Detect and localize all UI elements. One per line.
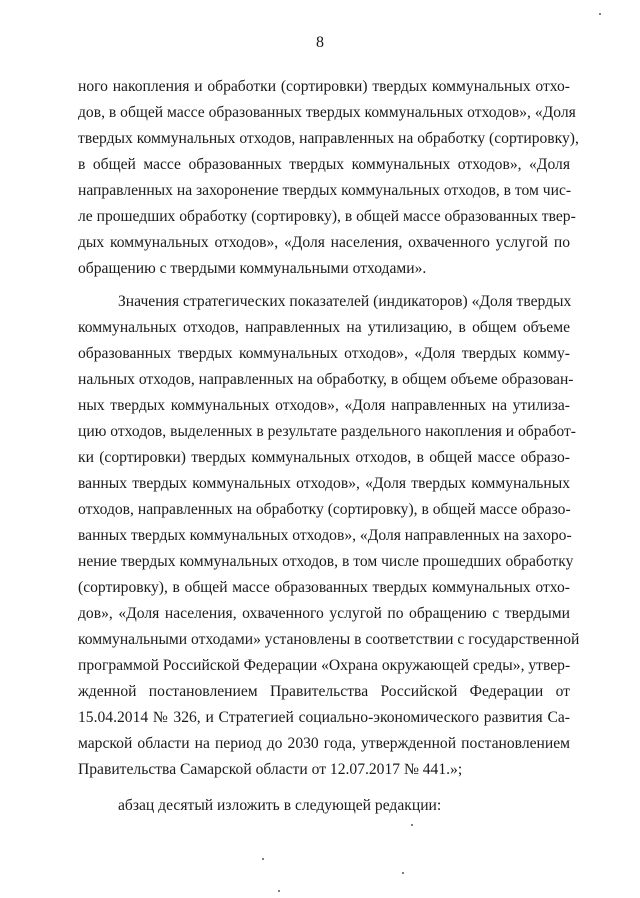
text-line: ле прошедших обработку (сортировку), в общей массе образованных твер- [78, 208, 576, 225]
text-line: Значения стратегических показателей (индикаторов) «Доля твердых [118, 293, 572, 310]
text-line: (сортировку), в общей массе образованных твердых коммунальных отхо- [78, 579, 570, 596]
text-line: обращению с твердыми коммунальными отходами». [78, 260, 427, 277]
text-line: коммунальных отходов, направленных на утилизацию, в общем объеме [78, 319, 570, 336]
text-line: твердых коммунальных отходов, направленных на обработку (сортировку), [78, 130, 579, 147]
text-line: марской области на период до 2030 года, утвержденной постановлением [78, 735, 570, 752]
text-line: в общей массе образованных твердых коммунальных отходов», «Доля [78, 156, 570, 173]
text-line: программой Российской Федерации «Охрана окружающей среды», утвер- [78, 657, 571, 674]
page-number: 8 [316, 34, 324, 51]
text-line: отходов, направленных на обработку (сортировку), в общей массе образо- [78, 501, 571, 518]
text-line: направленных на захоронение твердых коммунальных отходов, в том чис- [78, 182, 572, 199]
text-line: ки (сортировки) твердых коммунальных отходов, в общей массе образо- [78, 449, 570, 466]
scan-speck [411, 824, 413, 826]
text-line: 15.04.2014 № 326, и Стратегией социально-экономического развития Са- [78, 709, 570, 726]
text-line: ванных твердых коммунальных отходов», «Доля твердых коммунальных [78, 475, 570, 492]
text-line: цию отходов, выделенных в результате раздельного накопления и обработ- [78, 423, 576, 440]
text-line: жденной постановлением Правительства Российской Федерации от [78, 683, 570, 700]
text-line: нальных отходов, направленных на обработку, в общем объеме образован- [78, 371, 574, 388]
scan-speck [599, 13, 601, 15]
text-line: ванных твердых коммунальных отходов», «Доля направленных на захоро- [78, 527, 572, 544]
text-line: дов», «Доля населения, охваченного услугой по обращению с твердыми [78, 605, 570, 622]
text-line: коммунальными отходами» установлены в соответствии с государственной [78, 631, 580, 648]
text-line: ного накопления и обработки (сортировки) твердых коммунальных отхо- [78, 78, 570, 95]
text-line: нение твердых коммунальных отходов, в том числе прошедших обработку [78, 553, 574, 570]
text-line: дов, в общей массе образованных твердых коммунальных отходов», «Доля [78, 104, 576, 121]
text-line: ных твердых коммунальных отходов», «Доля направленных на утилиза- [78, 397, 570, 414]
text-line: Правительства Самарской области от 12.07.2017 № 441.»; [78, 761, 463, 778]
scan-speck [278, 890, 280, 892]
scan-speck [262, 858, 264, 860]
text-line: абзац десятый изложить в следующей редакции: [118, 797, 442, 814]
scan-speck [402, 872, 404, 874]
text-line: образованных твердых коммунальных отходов», «Доля твердых комму- [78, 345, 570, 362]
text-line: дых коммунальных отходов», «Доля населения, охваченного услугой по [78, 234, 570, 251]
